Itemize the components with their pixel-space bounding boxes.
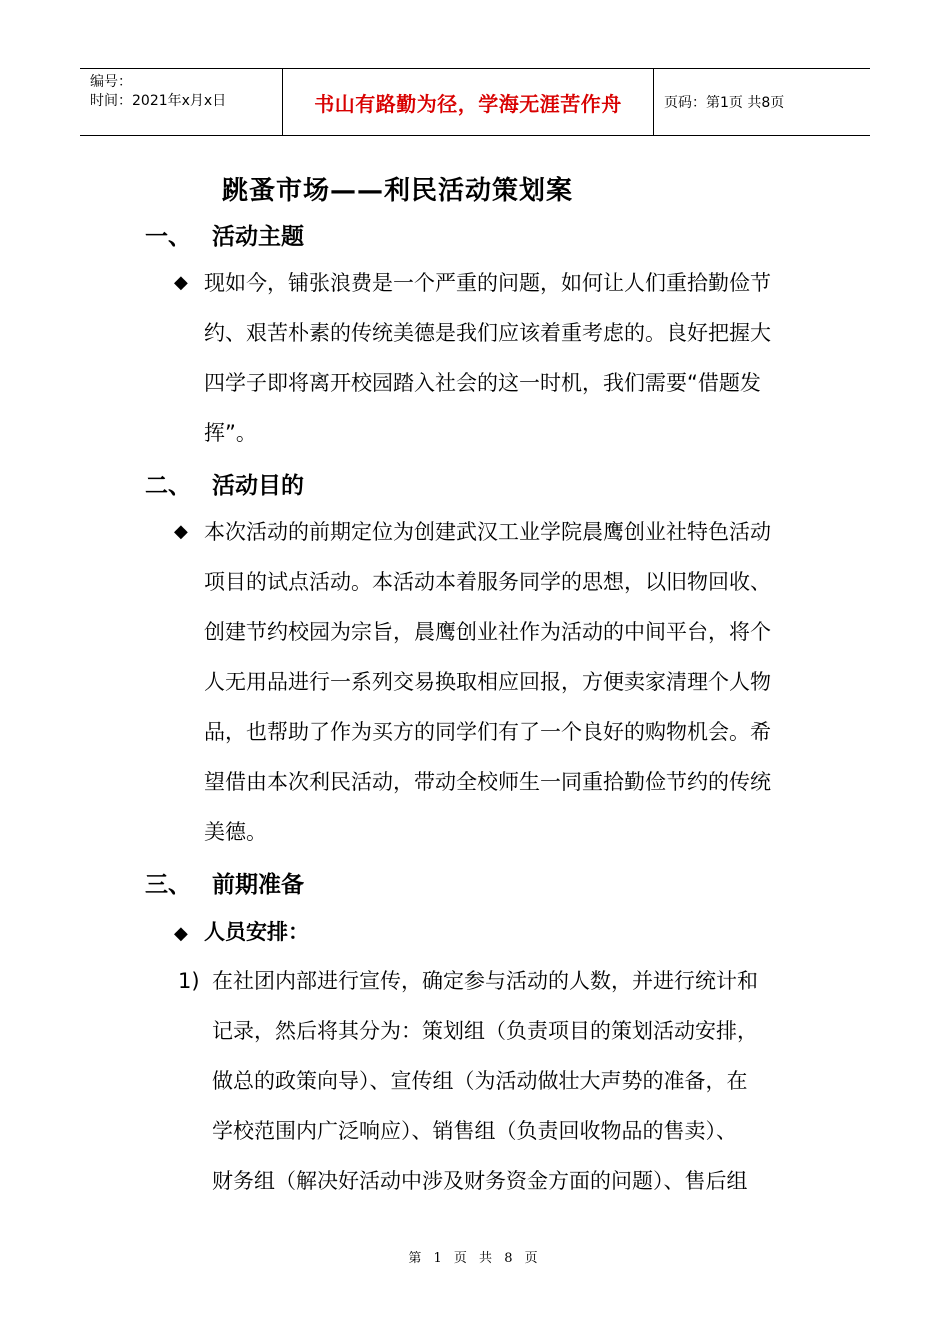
paragraph-line: 品，也帮助了作为买方的同学们有了一个良好的购物机会。希 [204,720,771,744]
paragraph-line: 美德。 [204,820,267,844]
section-2-paragraph [174,507,814,857]
item-text [212,956,812,1206]
item-line: 记录，然后将其分为：策划组（负责项目的策划活动安排， [212,1019,758,1043]
section-1-paragraph [174,258,814,458]
paragraph-line: 四学子即将离开校园踏入社会的这一时机，我们需要“借题发 [204,371,761,395]
item-line: 在社团内部进行宣传，确定参与活动的人数，并进行统计和 [212,969,758,993]
paragraph-line: 约、艰苦朴素的传统美德是我们应该着重考虑的。良好把握大 [204,321,771,345]
paragraph-line: 望借由本次利民活动，带动全校师生一同重拾勤俭节约的传统 [204,770,771,794]
section-heading-2 [145,467,304,500]
paragraph-line: 人无用品进行一系列交易换取相应回报，方便卖家清理个人物 [204,670,771,694]
header-table [80,68,870,136]
item-line: 做总的政策向导）、宣传组（为活动做壮大声势的准备，在 [212,1069,748,1093]
section-title: 活动目的 [212,473,304,499]
header-page-info: 页码：第1页 共8页 [664,95,785,111]
section-title: 活动主题 [212,224,304,250]
item-number: 1) [178,969,200,993]
section-number: 三、 [145,872,191,898]
diamond-bullet-icon: ◆ [174,272,188,293]
header-motto: 书山有路勤为径，学海无涯苦作舟 [282,69,654,135]
section-number: 二、 [145,473,191,499]
diamond-bullet-icon: ◆ [174,923,188,944]
paragraph-line: 现如今，铺张浪费是一个严重的问题，如何让人们重拾勤俭节 [204,271,771,295]
section-number: 一、 [145,224,191,250]
section-heading-3 [145,866,304,899]
paragraph-line: 本次活动的前期定位为创建武汉工业学院晨鹰创业社特色活动 [204,520,771,544]
subheading-label: 人员安排： [204,920,309,944]
paragraph-line: 创建节约校园为宗旨，晨鹰创业社作为活动的中间平台，将个 [204,620,771,644]
section-heading-1 [145,218,304,251]
diamond-bullet-icon: ◆ [174,521,188,542]
paragraph-line: 挥”。 [204,421,257,445]
paragraph-text [204,258,814,458]
paragraph-line: 项目的试点活动。本活动本着服务同学的思想，以旧物回收、 [204,570,771,594]
page-footer: 第 1 页 共 8 页 [408,1251,542,1266]
header-meta-cell [80,69,282,135]
section-title: 前期准备 [212,872,304,898]
document-title: 跳蚤市场——利民活动策划案 [222,176,574,206]
item-line: 财务组（解决好活动中涉及财务资金方面的问题）、售后组 [212,1169,748,1193]
document-number-label: 编号： [90,74,132,90]
item-line: 学校范围内广泛响应）、销售组（负责回收物品的售卖）、 [212,1119,737,1143]
document-time-label: 时间：2021年x月x日 [90,93,227,109]
paragraph-text [204,507,814,857]
staffing-subheading [174,912,309,954]
